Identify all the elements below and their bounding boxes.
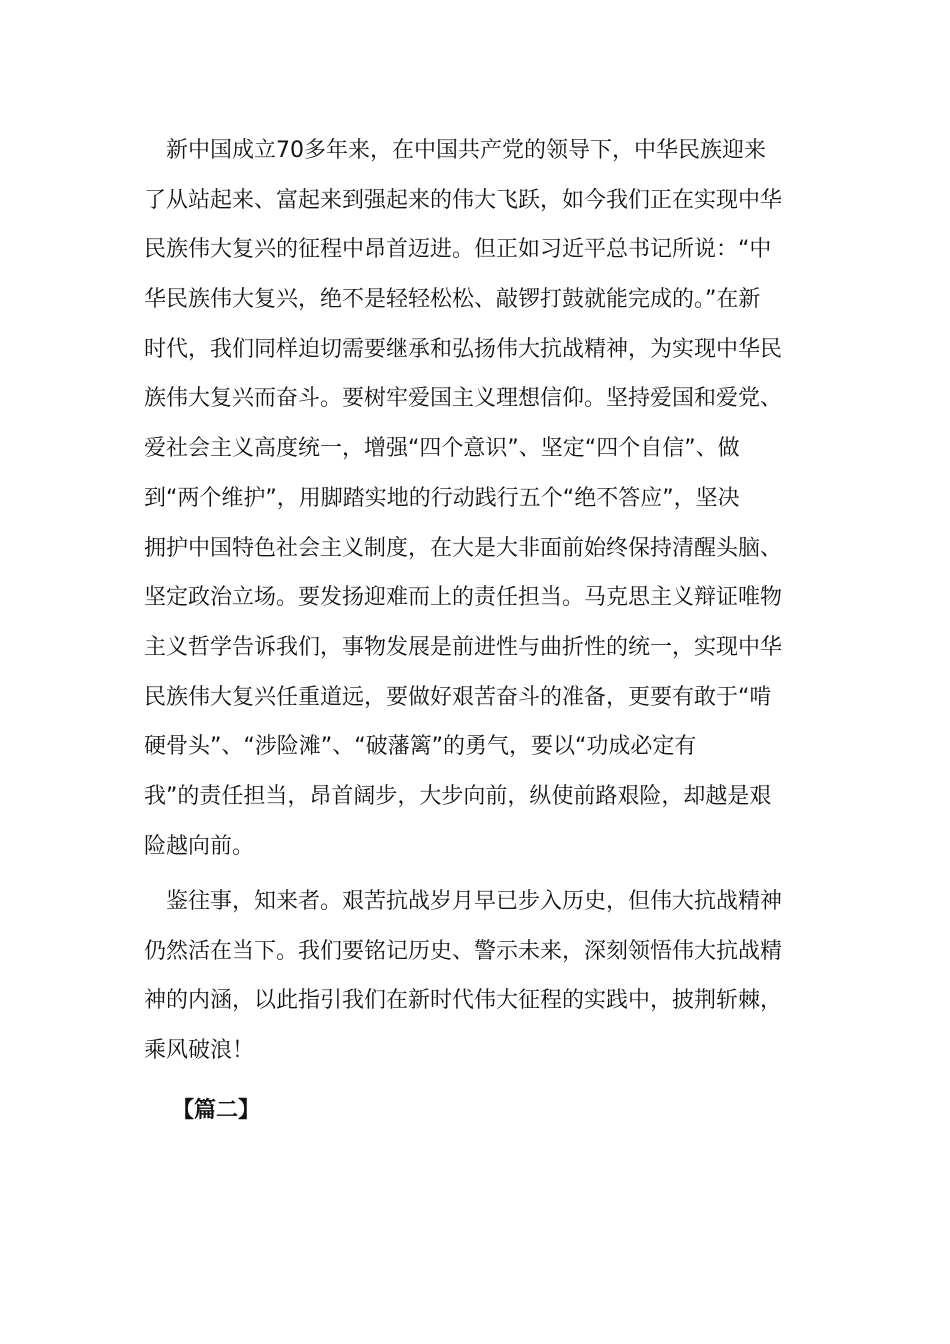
paragraph-line: 鉴往事，知来者。艰苦抗战岁月早已步入历史，但伟大抗战精神	[144, 889, 783, 914]
paragraph-line: 新中国成立70多年来，在中国共产党的领导下，中华民族迎来	[144, 138, 766, 163]
paragraph-line: 民族伟大复兴任重道远，要做好艰苦奋斗的准备，更要有敢于“啃	[144, 684, 772, 710]
paragraph-1	[144, 126, 809, 871]
paragraph-line: 神的内涵，以此指引我们在新时代伟大征程的实践中，披荆斩棘，	[144, 988, 783, 1014]
section-heading: 【篇二】	[172, 1098, 261, 1123]
paragraph-line: 时代，我们同样迫切需要继承和弘扬伟大抗战精神，为实现中华民	[144, 336, 783, 362]
paragraph-line: 乘风破浪！	[144, 1038, 255, 1064]
paragraph-line: 硬骨头”、“涉险滩”、“破藩篱”的勇气，要以“功成必定有	[144, 734, 697, 760]
paragraph-line: 仍然活在当下。我们要铭记历史、警示未来，深刻领悟伟大抗战精	[144, 938, 783, 964]
paragraph-line: 爱社会主义高度统一，增强“四个意识”、坚定“四个自信”、做	[144, 436, 740, 462]
paragraph-line: 险越向前。	[144, 833, 255, 859]
paragraph-line: 主义哲学告诉我们，事物发展是前进性与曲折性的统一，实现中华	[144, 634, 783, 660]
paragraph-line: 到“两个维护”，用脚踏实地的行动践行五个“绝不答应”，坚决	[144, 485, 740, 511]
paragraph-line: 了从站起来、富起来到强起来的伟大飞跃，如今我们正在实现中华	[144, 187, 783, 213]
paragraph-line: 坚定政治立场。要发扬迎难而上的责任担当。马克思主义辩证唯物	[144, 585, 783, 611]
paragraph-line: 民族伟大复兴的征程中昂首迈进。但正如习近平总书记所说：“中	[144, 237, 772, 263]
paragraph-2	[144, 877, 809, 1076]
paragraph-line: 族伟大复兴而奋斗。要树牢爱国主义理想信仰。坚持爱国和爱党、	[144, 386, 783, 412]
paragraph-line: 我”的责任担当，昂首阔步，大步向前，纵使前路艰险，却越是艰	[144, 783, 772, 809]
paragraph-line: 华民族伟大复兴，绝不是轻轻松松、敲锣打鼓就能完成的。”在新	[144, 287, 761, 313]
paragraph-line: 拥护中国特色社会主义制度，在大是大非面前始终保持清醒头脑、	[144, 535, 783, 561]
